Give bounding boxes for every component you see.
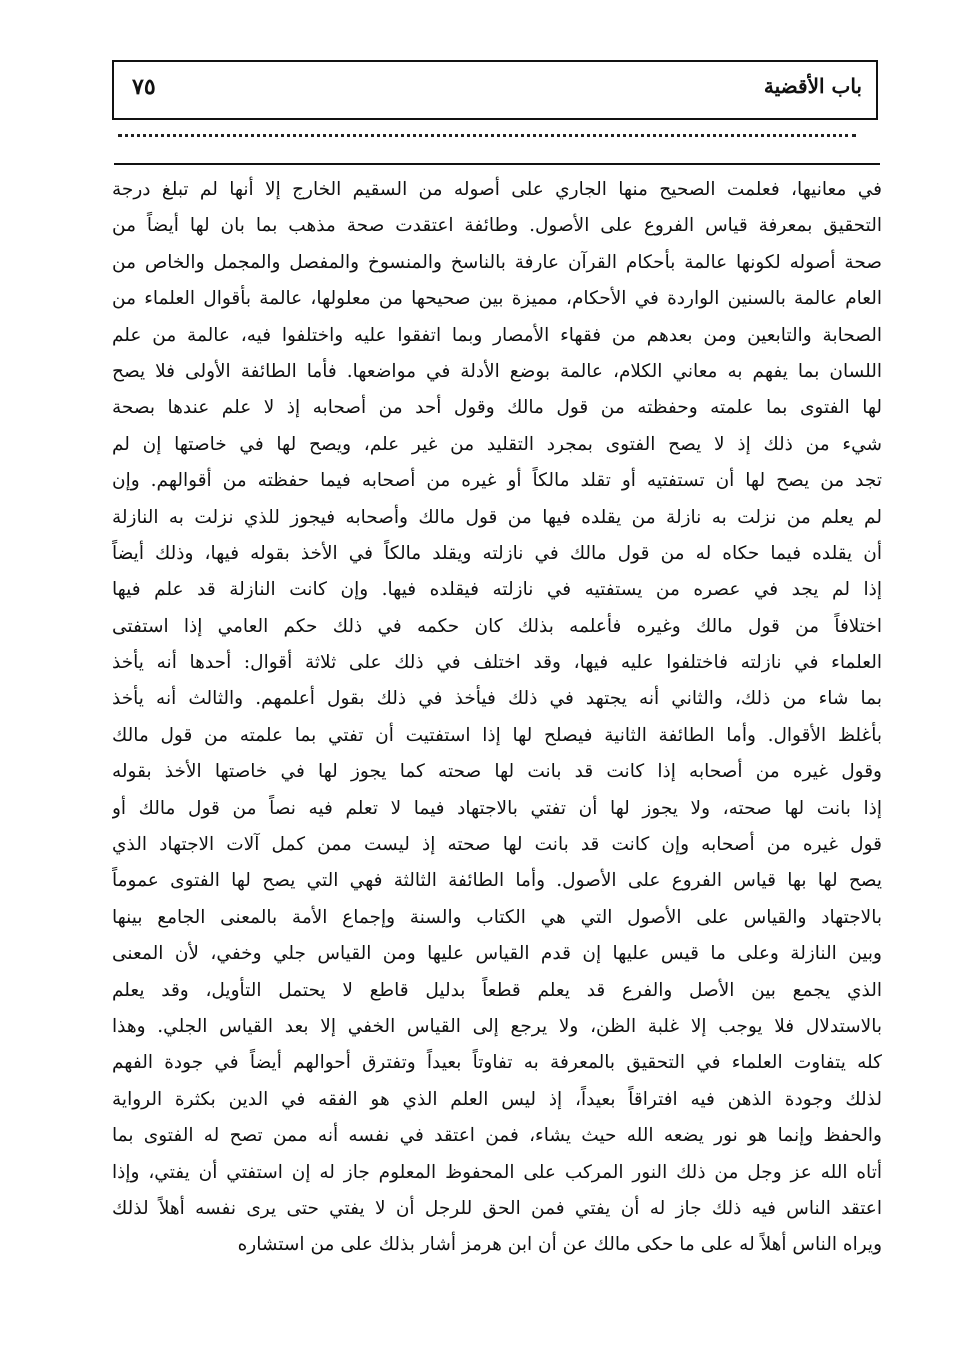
page-header — [112, 60, 878, 120]
dotted-separator — [118, 134, 856, 137]
text-line: تجد من يصح لها أن تستفتيه أو تقلد مالكاً أو غيره من أصحابه فيما حفظته من أقوالهم. وإن — [112, 470, 882, 492]
text-line: صحة أصوله لكونها عالمة بأحكام القرآن عارفة بالناسخ والمنسوخ والمفصل والمجمل والخاص من — [112, 251, 882, 273]
text-line: اللسان بما يفهم به معاني الكلام، عالمة بوضع الأدلة في مواضعها. فأما الطائفة الأولى فلا يصح — [112, 360, 882, 382]
text-line: لذلك وجودة الذهن فيه افتراقاً بعيداً، إذ ليس العلم الذي هو الفقه في الدين بكثرة الرواية — [112, 1088, 882, 1110]
text-line: التحقيق بمعرفة قياس الفروع على الأصول. وطائفة اعتقدت صحة مذهب بما بان لها أيضاً من — [112, 215, 882, 237]
text-line: العام عالمة بالسنين الواردة في الأحكام، مميزة بين صحيحها من معلولها، عالمة بأقوال العلماء من — [112, 288, 882, 310]
text-line: العلماء في نازلته فاختلفوا عليه فيها، وقد اختلف في ذلك على ثلاثة أقوال: أحدها أنه يأخذ — [112, 652, 882, 674]
text-line: بأغلظ الأقوال. وأما الطائفة الثانية فيصلح لها إذا استفتيت أن تفتي بما علمته من قول مالك — [112, 724, 882, 746]
text-line: قول غيره من أصحابه وإن كانت قد بانت لها صحته إذ ليست ممن كمل آلات الاجتهاد الذي — [112, 834, 882, 856]
text-line: كله يتفاوت العلماء في التحقيق بالمعرفة به تفاوتاً بعيداً وتفترق أحوالهم أيضاً في جودة الفهم — [112, 1052, 882, 1074]
text-line: الذي يجمع بين الأصل والفرع قد يعلم قطعاً بدليل قاطع لا يحتمل التأويل، وقد يعلم — [112, 979, 882, 1001]
text-line: يصح لها بها قياس الفروع على الأصول. وأما الطائفة الثالثة فهي التي يصح لها الفتوى عموماً — [112, 870, 882, 892]
text-line: وبين النازلة وعلى ما قيس عليها إن قدم القياس عليها ومن القياس جلي وخفي، لأن المعنى — [112, 943, 882, 965]
text-line: الصحابة والتابعين ومن بعدهم من فقهاء الأمصار وبما اتفقوا عليه واختلفوا فيه، عالمة من علم — [112, 324, 882, 346]
text-line: والحفظ وإنما هو نور يضعه الله حيث يشاء، فمن اعتقد في نفسه أنه ممن تصح له الفتوى بما — [112, 1125, 882, 1147]
text-line: إذا بانت لها صحته، ولا يجوز لها أن تفتي بالاجتهاد فيما لا تعلم فيه نصاً من قول مالك أو — [112, 797, 882, 819]
text-line: اعتقد الناس فيه ذلك جاز له أن يفتي فمن الحق للرجل أن لا يفتي حتى يرى نفسه أهلاً لذلك — [112, 1197, 882, 1219]
text-line: شيء من ذلك إذ لا يصح الفتوى بمجرد التقليد من غير علم، ويصح لها في خاصتها إن لم — [112, 433, 882, 455]
text-line: بالاستدلال فلا يوجب إلا غلبة الظن، ولا يرجع إلى القياس الخفي إلا بعد القياس الجلي. وهذا — [112, 1015, 882, 1037]
text-line: أن يقلده فيما حكاه له من قول مالك في نازلته ويقلد مالكاً في الأخذ بقوله فيها، وذلك أيضاً — [112, 542, 882, 564]
page-number: ٧٥ — [132, 74, 156, 100]
text-line: وقول غيره من أصحابه إذا كانت قد بانت لها صحته كما يجوز لها في خاصتها الأخذ بقوله — [112, 761, 882, 783]
text-line: لم يعلم من نزلت به نازلة من يقلده فيها من قول مالك وأصحابه فيجوز للذي نزلت به النازلة — [112, 506, 882, 528]
text-line: في معانيها، فعلمت الصحيح منها الجاري على أصوله من السقيم الخارج إلا أنها لم تبلغ درجة — [112, 179, 882, 200]
chapter-title: باب الأقضية — [763, 74, 862, 98]
text-line: أتاه الله عز وجل من ذلك النور المركب على المحفوظ المعلوم جاز له إن استفتي أن يفتي، وإذا — [112, 1161, 882, 1183]
body-text — [112, 172, 882, 1356]
text-line: بالاجتهاد والقياس على الأصول التي هي الكتاب والسنة وإجماع الأمة بالمعنى الجامع بينها — [112, 906, 882, 928]
text-line: إذا لم يجد في عصره من يستفتيه في نازلته فيقلده فيها. وإن كانت النازلة قد علم فيها — [112, 579, 882, 601]
text-line: لها الفتوى بما علمته وحفظته من قول مالك وقول أحد من أصحابه إذ لا علم عندها بصحة — [112, 397, 882, 419]
header-rule — [114, 163, 880, 165]
text-line: ويراه الناس أهلاً له على ما حكى مالك عن أن ابن هرمز أشار بذلك على من استشاره — [237, 1234, 882, 1256]
text-line: بما شاء من ذلك، والثاني أنه يجتهد في ذلك فيأخذ في ذلك بقول أعلمهم. والثالث أنه يأخذ — [112, 688, 882, 710]
text-line: اختلافاً من قول مالك وغيره فأعلمه بذلك كان حكمه في ذلك حكم العامي إذا استفتى — [112, 615, 882, 637]
